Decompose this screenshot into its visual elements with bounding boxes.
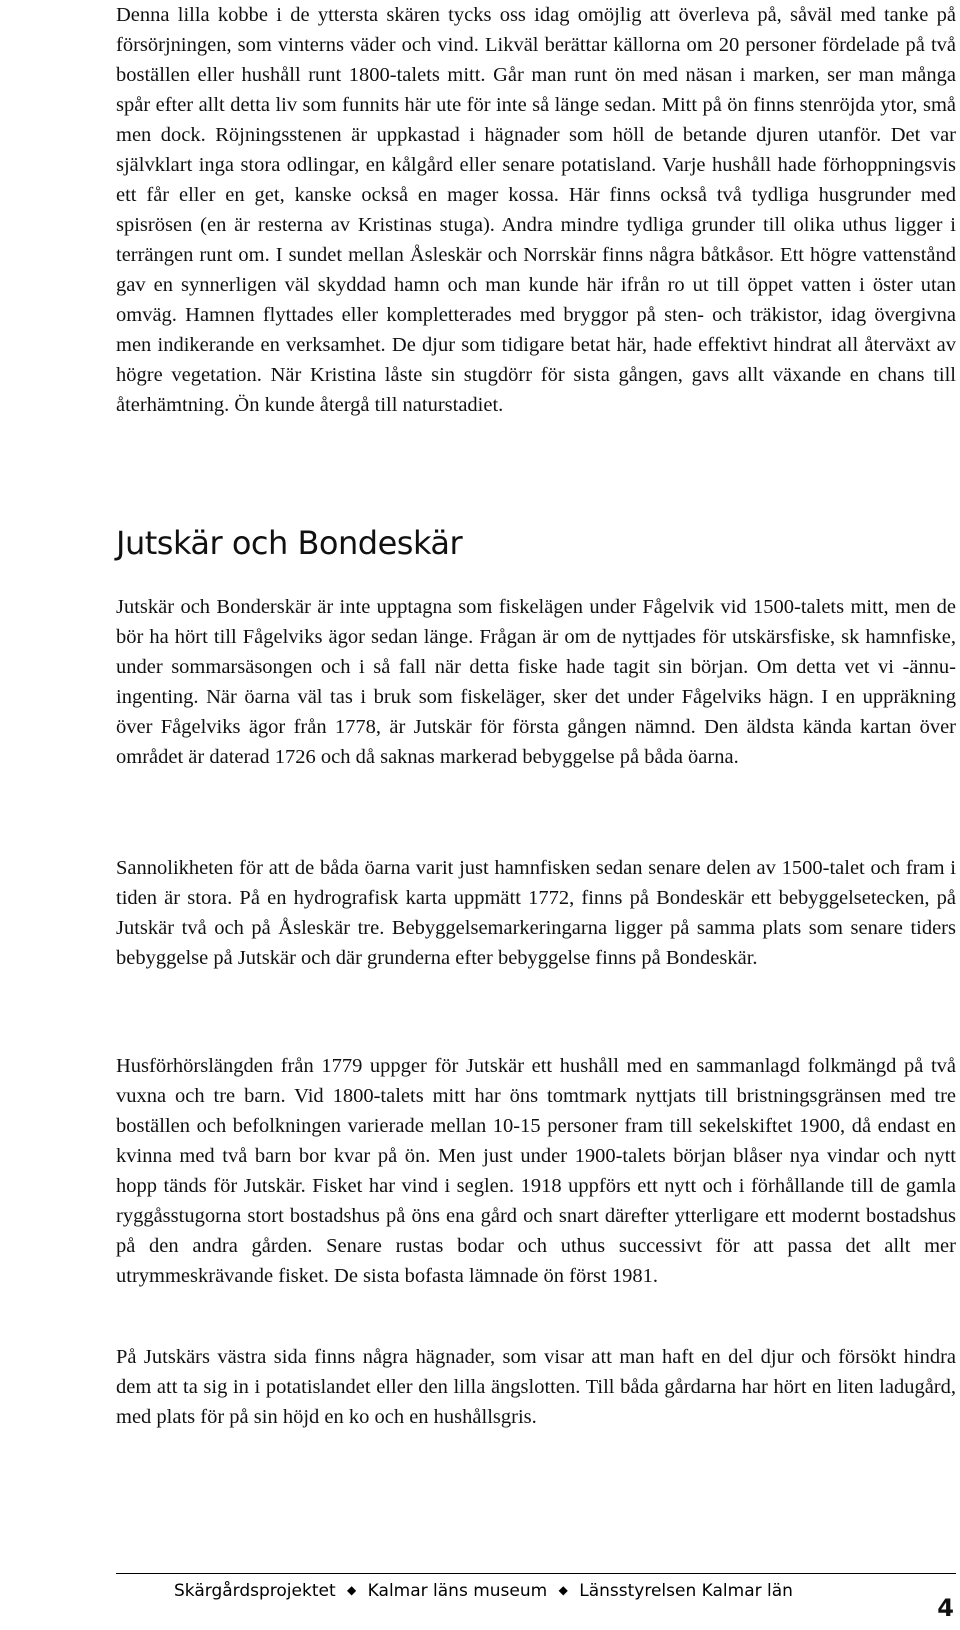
section-heading: Jutskär och Bondeskär bbox=[116, 524, 463, 562]
body-paragraph: Sannolikheten för att de båda öarna varit just hamnfisken sedan senare delen av 1500-talet och fram i tiden är stora. På en hydrografisk karta uppmätt 1772, finns på Bondeskär ett bebyggelsetecken, på Jutskär två och på Åsleskär tre. Bebyggelsemarkeringarna ligger på samma plats som senare tiders bebyggelse på Jutskär och där grunderna efter bebyggelse finns på Bondeskär. bbox=[116, 857, 956, 969]
footer-project-name: Skärgårdsprojektet bbox=[174, 1581, 336, 1601]
body-paragraph: På Jutskärs västra sida finns några hägnader, som visar att man haft en del djur och försökt hindra dem att ta sig in i potatislandet eller den lilla ängslotten. Till båda gårdarna har hört en liten ladugård, med plats för på sin höjd en ko och en hushållsgris. bbox=[116, 1346, 956, 1428]
body-paragraph: Husförhörslängden från 1779 uppger för Jutskär ett hushåll med en sammanlagd folkmängd på två vuxna och tre barn. Vid 1800-talets mitt har öns tomtmark nyttjats till bristningsgränsen med tre boställen och befolkningen varierade mellan 10-15 personer fram till sekelskiftet 1900, då endast en kvinna med två barn bor kvar på ön. Men just under 1900-talets början blåser nya vindar och nytt hopp tänds för Jutskär. Fisket har vind i seglen. 1918 uppförs ett nytt och i förhållande till de gamla ryggåsstugorna stort bostadshus på öns ena gård och snart därefter ytterligare ett modernt bostadshus på den andra gården. Senare rustas bodar och uthus successivt för att passa det allt mer utrymmeskrävande fisket. De sista bofasta lämnade ön först 1981. bbox=[116, 1055, 956, 1287]
footer-divider bbox=[116, 1573, 956, 1574]
page-footer bbox=[174, 1578, 793, 1603]
body-paragraph: Denna lilla kobbe i de yttersta skären tycks oss idag omöjlig att överleva på, såväl med tanke på försörjningen, som vinterns väder och vind. Likväl berättar källorna om 20 personer fördelade på två boställen eller hushåll runt 1800-talets mitt. Går man runt ön med näsan i marken, ser man många spår efter allt detta liv som funnits här ute för inte så länge sedan. Mitt på ön finns stenröjda ytor, små men dock. Röjningsstenen är uppkastad i hägnader som höll de betande djuren utanför. Det var självklart inga stora odlingar, en kålgård eller senare potatisland. Varje hushåll hade förhoppningsvis ett får eller en get, kanske också en mager kossa. Här finns också två tydliga husgrunder med spisrösen (en är resterna av Kristinas stuga). Andra mindre tydliga grunder till olika uthus ligger i terrängen runt om. I sundet mellan Åsleskär och Norrskär finns några båtkåsor. Ett högre vattenstånd gav en synnerligen väl skyddad hamn och man kunde här ifrån ro ut till öppet vatten i öster utan omväg. Hamnen flyttades eller kompletterades med bryggor på sten- och träkistor, idag övergivna men indikerande en verksamhet. De djur som tidigare betat här, hade effektivt hindrat all återväxt av högre vegetation. När Kristina låste sin stugdörr för sista gången, gavs allt växande en chans till återhämtning. Ön kunde återgå till naturstadiet. bbox=[116, 4, 956, 416]
body-paragraph: Jutskär och Bonderskär är inte upptagna som fiskelägen under Fågelvik vid 1500-talets mitt, men de bör ha hört till Fågelviks ägor sedan länge. Frågan är om de nyttjades för utskärsfiske, sk hamnfiske, under sommarsäsongen och i så fall när detta fiske hade tagit sin början. Om detta vet vi -ännu- ingenting. När öarna väl tas i bruk som fiskeläger, sker det under Fågelviks hägn. I en uppräkning över Fågelviks ägor från 1778, är Jutskär för första gången nämnd. Den äldsta kända kartan över området är daterad 1726 och då saknas markerad bebyggelse på båda öarna. bbox=[116, 596, 956, 768]
footer-museum-name: Kalmar läns museum bbox=[367, 1581, 548, 1601]
diamond-separator-icon: ◆ bbox=[558, 1583, 568, 1597]
footer-authority-name: Länsstyrelsen Kalmar län bbox=[579, 1581, 793, 1601]
page-number: 4 bbox=[937, 1594, 954, 1622]
diamond-separator-icon: ◆ bbox=[347, 1583, 357, 1597]
